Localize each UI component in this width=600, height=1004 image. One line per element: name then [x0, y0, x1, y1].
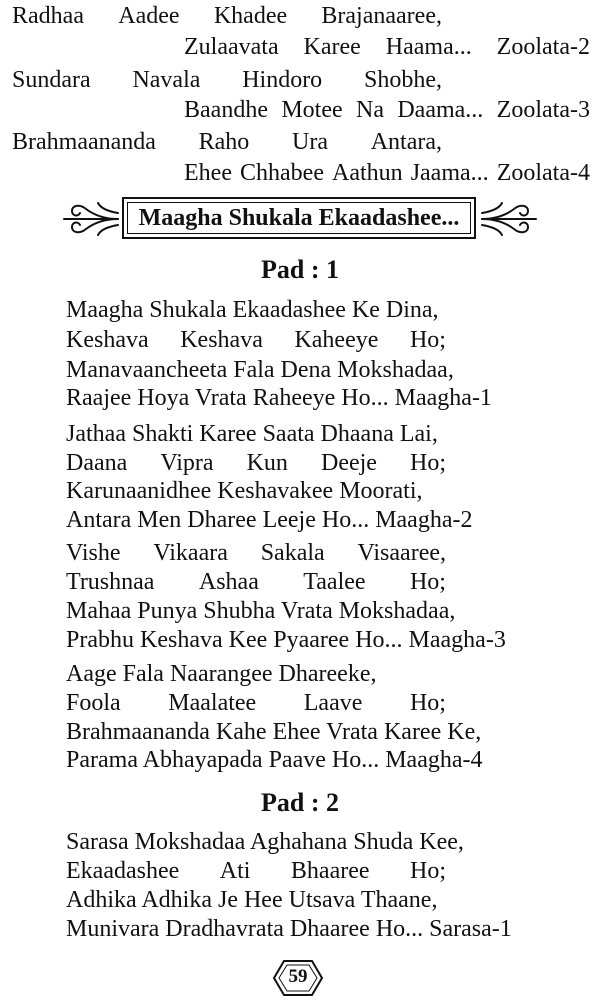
verse-line: Parama Abhayapada Paave Ho... Maagha-4	[66, 747, 483, 773]
verse-line: Brahmaananda Raho Ura Antara,	[12, 129, 442, 155]
verse-line: Radhaa Aadee Khadee Brajanaaree,	[12, 3, 442, 29]
verse-line: Mahaa Punya Shubha Vrata Mokshadaa,	[66, 598, 456, 624]
section-title: Maagha Shukala Ekaadashee...	[138, 204, 460, 231]
section-title-box	[122, 197, 476, 239]
verse-line: Brahmaananda Kahe Ehee Vrata Karee Ke,	[66, 719, 482, 745]
pad-heading: Pad : 2	[261, 788, 339, 817]
verse-line: Daana Vipra Kun Deeje Ho;	[66, 450, 446, 476]
verse-line: Maagha Shukala Ekaadashee Ke Dina,	[66, 297, 439, 323]
pad-heading: Pad : 1	[261, 255, 339, 284]
verse-line: Sarasa Mokshadaa Aghahana Shuda Kee,	[66, 829, 464, 855]
verse-line: Ehee Chhabee Aathun Jaama... Zoolata-4	[184, 160, 590, 186]
verse-line: Baandhe Motee Na Daama... Zoolata-3	[184, 97, 590, 123]
verse-line: Antara Men Dharee Leeje Ho... Maagha-2	[66, 507, 473, 533]
verse-line: Vishe Vikaara Sakala Visaaree,	[66, 540, 446, 566]
verse-line: Foola Maalatee Laave Ho;	[66, 690, 446, 716]
verse-line: Prabhu Keshava Kee Pyaaree Ho... Maagha-3	[66, 627, 506, 653]
verse-line: Aage Fala Naarangee Dhareeke,	[66, 661, 377, 687]
verse-line: Karunaanidhee Keshavakee Moorati,	[66, 478, 423, 504]
verse-line: Munivara Dradhavrata Dhaaree Ho... Sarasa-1	[66, 916, 512, 942]
verse-line: Ekaadashee Ati Bhaaree Ho;	[66, 858, 446, 884]
verse-line: Zulaavata Karee Haama... Zoolata-2	[184, 34, 590, 60]
verse-line: Manavaancheeta Fala Dena Mokshadaa,	[66, 357, 454, 383]
verse-line: Raajee Hoya Vrata Raheeye Ho... Maagha-1	[66, 385, 492, 411]
verse-line: Keshava Keshava Kaheeye Ho;	[66, 327, 446, 353]
verse-line: Trushnaa Ashaa Taalee Ho;	[66, 569, 446, 595]
verse-line: Jathaa Shakti Karee Saata Dhaana Lai,	[66, 421, 438, 447]
page-number: 59	[288, 966, 308, 987]
verse-line: Adhika Adhika Je Hee Utsava Thaane,	[66, 887, 438, 913]
verse-line: Sundara Navala Hindoro Shobhe,	[12, 67, 442, 93]
